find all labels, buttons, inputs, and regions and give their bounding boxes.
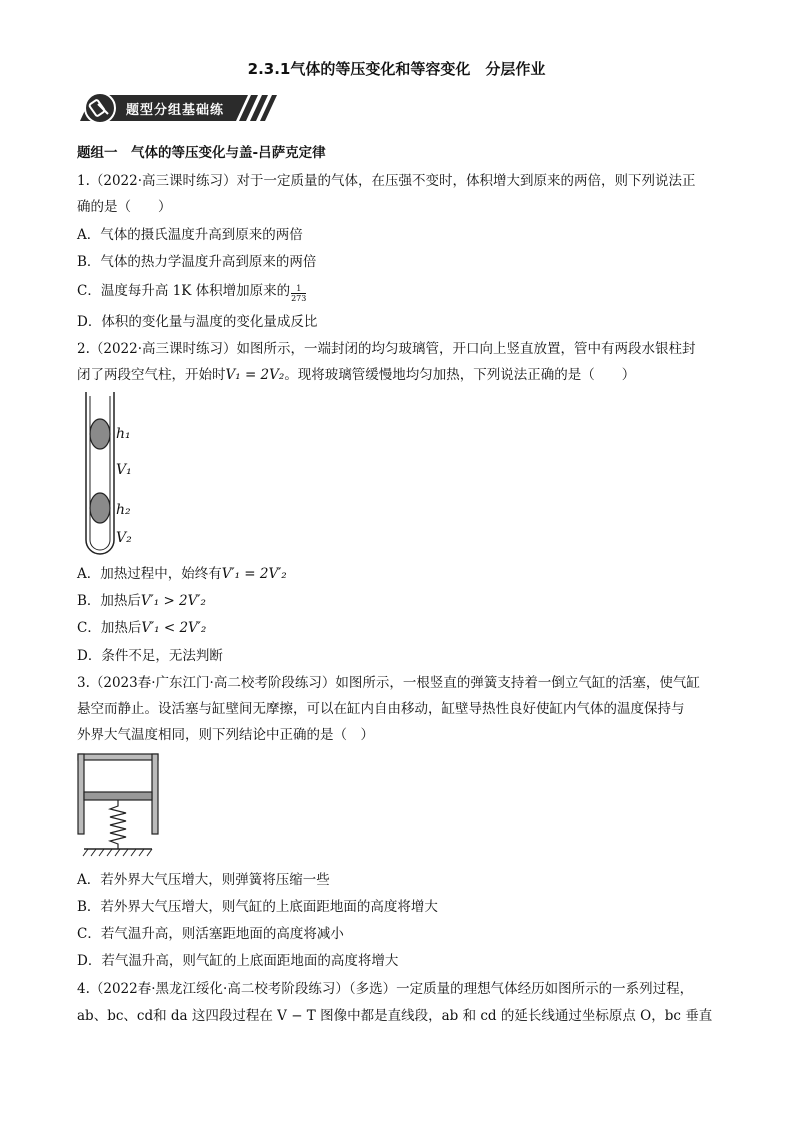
q1-option-d: D．体积的变化量与温度的变化量成反比 [77, 314, 318, 330]
q3-option-b: B．若外界大气压增大，则气缸的上底面距地面的高度将增大 [77, 899, 438, 915]
q1-stem-line1: 1.（2022·高三课时练习）对于一定质量的气体，在压强不变时，体积增大到原来的两倍，则下列说法正 [77, 173, 696, 189]
q3-stem-line3: 外界大气温度相同，则下列结论中正确的是（ ） [77, 727, 374, 743]
group-heading: 题组一 气体的等压变化与盖-吕萨克定律 [77, 145, 326, 161]
q4-stem-line1: 4.（2022春·黑龙江绥化·高二校考阶段练习）（多选）一定质量的理想气体经历如图所示的一系列过程， [77, 981, 694, 997]
q2-option-a [77, 565, 287, 583]
label-h2: h₂ [116, 502, 131, 518]
q2-stem-line2 [77, 366, 635, 384]
label-v2: V₂ [116, 530, 132, 546]
glass-tube-figure [82, 392, 162, 558]
label-h1: h₁ [116, 426, 131, 442]
equation: V′₁ < 2V′₂ [141, 620, 207, 636]
q2-option-b-text: B．加热后 [77, 593, 141, 609]
q2-stem-line1: 2.（2022·高三课时练习）如图所示，一端封闭的均匀玻璃管，开口向上竖直放置，管中有两段水银柱封 [77, 341, 696, 357]
q2-stem-text-b: 。现将玻璃管缓慢地均匀加热，下列说法正确的是（ ） [284, 367, 636, 383]
q2-option-d: D．条件不足，无法判断 [77, 648, 223, 664]
banner-label: 题型分组基础练 [126, 103, 225, 118]
q2-option-b [77, 592, 206, 610]
page-title: 2.3.1气体的等压变化和等容变化 分层作业 [247, 60, 546, 78]
q3-stem-line2: 悬空而静止。设活塞与缸壁间无摩擦，可以在缸内自由移动，缸壁导热性良好使缸内气体的温度保持与 [77, 701, 685, 717]
q1-stem-line2: 确的是（ ） [77, 199, 172, 215]
section-banner [78, 92, 288, 124]
q1-option-b: B．气体的热力学温度升高到原来的两倍 [77, 254, 317, 270]
q3-option-c: C．若气温升高，则活塞距地面的高度将减小 [77, 926, 344, 942]
equation: V′₁ > 2V′₂ [140, 593, 206, 609]
q3-option-a: A．若外界大气压增大，则弹簧将压缩一些 [77, 872, 330, 888]
equation: V₁ = 2V₂ [225, 367, 285, 383]
q1-option-a: A．气体的摄氏温度升高到原来的两倍 [77, 227, 303, 243]
q1-option-c-text: C．温度每升高 1K 体积增加原来的 [77, 283, 291, 299]
q4-stem-line2: ab、bc、cd和 da 这四段过程在 V − T 图像中都是直线段，ab 和 cd 的延长线通过坐标原点 O，bc 垂直 [77, 1008, 713, 1024]
q1-option-c [77, 282, 306, 303]
label-v1: V₁ [116, 462, 132, 478]
equation: V′₁ = 2V′₂ [221, 566, 287, 582]
q2-option-a-text: A．加热过程中，始终有 [77, 566, 222, 582]
fraction-denominator: 273 [291, 294, 307, 303]
q3-option-d: D．若气温升高，则气缸的上底面距地面的高度将增大 [77, 953, 399, 969]
q2-option-c-text: C．加热后 [77, 620, 142, 636]
q2-stem-text-a: 闭了两段空气柱，开始时 [77, 367, 226, 383]
fraction [291, 284, 306, 303]
cylinder-spring-diagram [76, 752, 162, 860]
q2-option-c [77, 619, 206, 637]
fraction-numerator: 1 [291, 284, 306, 294]
cylinder-spring-figure [76, 752, 162, 860]
q3-stem-line1: 3.（2023春·广东江门·高二校考阶段练习）如图所示，一根竖直的弹簧支持着一倒立气缸的活塞，使气缸 [77, 675, 700, 691]
